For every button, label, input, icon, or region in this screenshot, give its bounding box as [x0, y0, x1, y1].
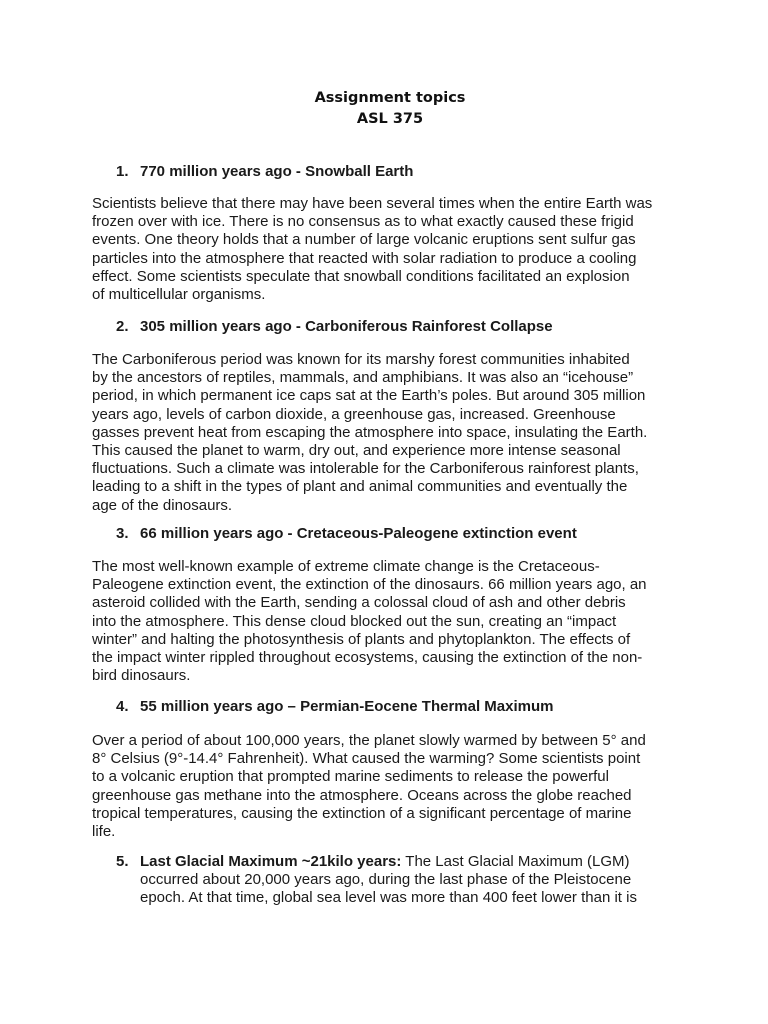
list-item-label: Last Glacial Maximum ~21kilo years:	[140, 853, 402, 870]
title-block	[0, 88, 768, 130]
section-heading-text: 305 million years ago - Carboniferous Rainforest Collapse	[140, 318, 553, 335]
section-paragraph-2: The Carboniferous period was known for its marshy forest communities inhabited by the ancestors of reptiles, mammals, and amphibians. It was also an “icehouse” period, in which permanent ice caps sat at the Earth’s poles. But around 305 million years ago, levels of carbon dioxide, a greenhouse gas, increased. Greenhouse gasses prevent heat from escaping the atmosphere into space, insulating the Earth. This caused the planet to warm, dry out, and experience more intense seasonal fluctuations. Such a climate was intolerable for the Carboniferous rainforest plants, leading to a shift in the types of plant and animal communities and eventually the age of the dinosaurs.	[92, 351, 648, 514]
section-number: 4.	[116, 698, 129, 715]
list-item-text: The Last Glacial Maximum (LGM) occurred about 20,000 years ago, during the last phase of the Pleistocene epoch. At that time, global sea level was more than 400 feet lower than it is	[140, 853, 637, 907]
section-paragraph-4: Over a period of about 100,000 years, the planet slowly warmed by between 5° and 8° Celsius (9°-14.4° Fahrenheit). What caused the warming? Some scientists point to a volcanic eruption that prompted marine sediments to release the powerful greenhouse gas methane into the atmosphere. Oceans across the globe reached tropical temperatures, causing the extinction of a significant percentage of marine life.	[92, 732, 646, 841]
section-paragraph-1: Scientists believe that there may have been several times when the entire Earth was frozen over with ice. There is no consensus as to what exactly caused these frigid events. One theory holds that a number of large volcanic eruptions sent sulfur gas particles into the atmosphere that reacted with solar radiation to produce a cooling effect. Some scientists speculate that snowball conditions facilitated an explosion of multicellular organisms.	[92, 195, 653, 304]
list-item-body	[140, 853, 680, 908]
section-number: 3.	[116, 525, 129, 542]
section-paragraph-3: The most well-known example of extreme climate change is the Cretaceous- Paleogene extinction event, the extinction of the dinosaurs. 66 million years ago, an asteroid collided with the Earth, sending a colossal cloud of ash and other debris into the atmosphere. This dense cloud blocked out the sun, creating an “impact winter” and halting the photosynthesis of plants and phytoplankton. The effects of the impact winter rippled throughout ecosystems, causing the extinction of the non- bird dinosaurs.	[92, 558, 647, 685]
section-number: 1.	[116, 163, 129, 180]
section-heading-text: 770 million years ago - Snowball Earth	[140, 163, 414, 180]
section-heading-text: 55 million years ago – Permian-Eocene Thermal Maximum	[140, 698, 554, 715]
section-number: 2.	[116, 318, 129, 335]
section-heading-text: 66 million years ago - Cretaceous-Paleogene extinction event	[140, 525, 577, 542]
document-subtitle: ASL 375	[356, 111, 424, 127]
document-title: Assignment topics	[314, 90, 466, 106]
section-number: 5.	[116, 853, 129, 870]
